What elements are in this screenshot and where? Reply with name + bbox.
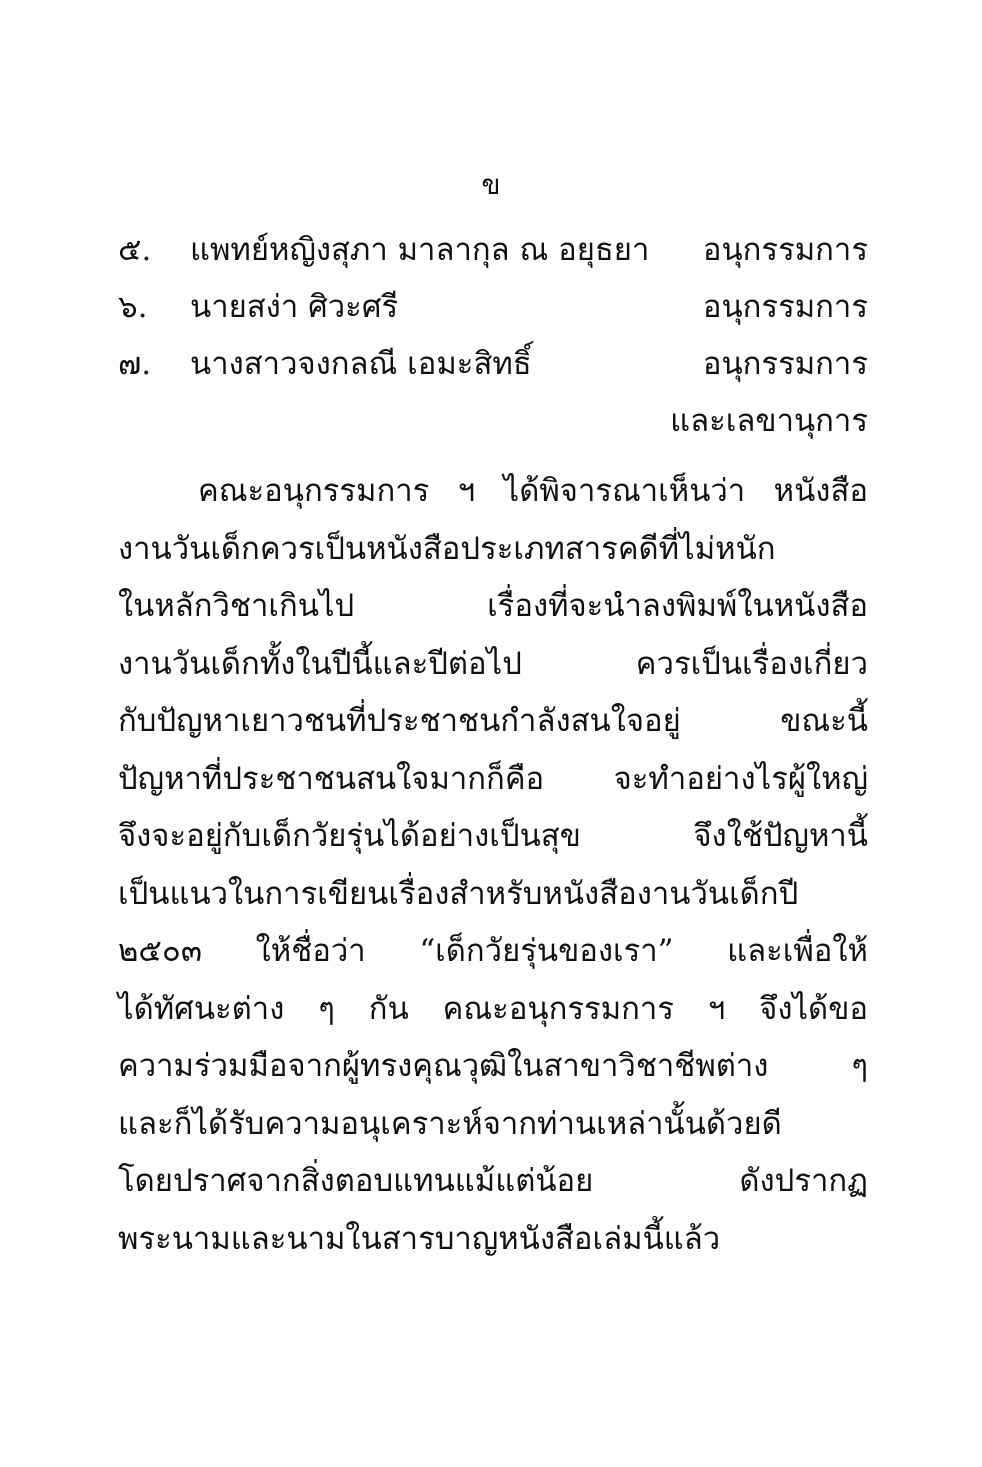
member-name: แพทย์หญิงสุภา มาลากุล ณ อยุธยา	[190, 232, 650, 268]
paragraph-line: และก็ได้รับความอนุเคราะห์จากท่านเหล่านั้นด้วยดี	[118, 1105, 782, 1142]
paragraph-line: ปัญหาที่ประชาชนสนใจมากก็คือ จะทำอย่างไรผู้ใหญ่	[118, 760, 868, 797]
paragraph-line: ความร่วมมือจากผู้ทรงคุณวุฒิในสาขาวิชาชีพต่าง ๆ	[118, 1048, 868, 1084]
member-name: นางสาวจงกลณี เอมะสิทธิ์	[190, 346, 532, 382]
paragraph-line: งานวันเด็กควรเป็นหนังสือประเภทสารคดีที่ไม่หนัก	[118, 530, 776, 567]
member-number: ๕.	[118, 232, 152, 268]
member-role: อนุกรรมการ	[702, 346, 868, 382]
paragraph-line: เป็นแนวในการเขียนเรื่องสำหรับหนังสืองานวันเด็กปี	[118, 875, 799, 912]
paragraph-line: ได้ทัศนะต่าง ๆ กัน คณะอนุกรรมการ ฯ จึงได้ขอ	[118, 990, 868, 1027]
paragraph-line: ในหลักวิชาเกินไป เรื่องที่จะนำลงพิมพ์ในหนังสือ	[118, 588, 868, 624]
committee-list	[118, 222, 868, 450]
paragraph-line: ๒๕๐๓ ให้ชื่อว่า “เด็กวัยรุ่นของเรา” และเพื่อให้	[118, 933, 868, 969]
committee-member	[118, 336, 868, 393]
member-number: ๖.	[118, 289, 148, 325]
paragraph-line: คณะอนุกรรมการ ฯ ได้พิจารณาเห็นว่า หนังสือ	[198, 473, 868, 509]
paragraph-line: โดยปราศจากสิ่งตอบแทนแม้แต่น้อย ดังปรากฏ	[118, 1163, 868, 1199]
member-role: อนุกรรมการ	[702, 232, 868, 268]
committee-member	[118, 222, 868, 279]
page-number: ข	[481, 168, 501, 201]
member-name: นายสง่า ศิวะศรี	[190, 289, 399, 325]
paragraph-line: พระนามและนามในสารบาญหนังสือเล่มนี้แล้ว	[118, 1220, 721, 1257]
member-number: ๗.	[118, 346, 152, 382]
member-role-continuation: และเลขานุการ	[670, 403, 868, 439]
body-paragraph	[118, 463, 868, 1268]
member-role: อนุกรรมการ	[702, 289, 868, 325]
paragraph-line: จึงจะอยู่กับเด็กวัยรุ่นได้อย่างเป็นสุข จึงใช้ปัญหานี้	[118, 818, 868, 854]
committee-member	[118, 279, 868, 336]
paragraph-line: งานวันเด็กทั้งในปีนี้และปีต่อไป ควรเป็นเรื่องเกี่ยว	[118, 645, 868, 682]
paragraph-line: กับปัญหาเยาวชนที่ประชาชนกำลังสนใจอยู่ ขณะนี้	[118, 703, 868, 739]
